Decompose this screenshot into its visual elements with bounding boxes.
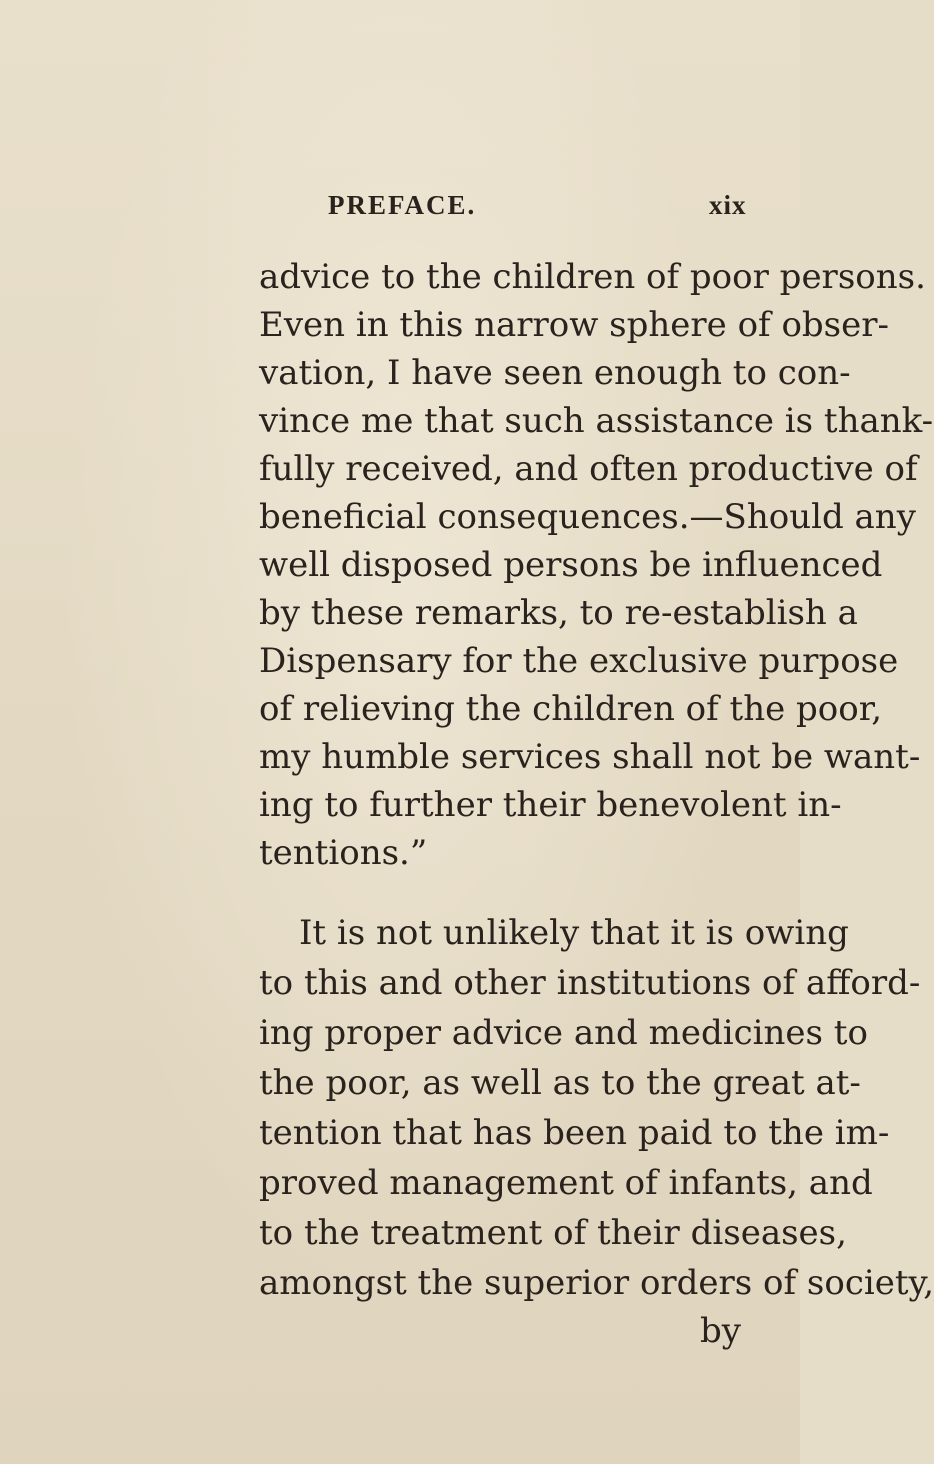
text-line: beneficial consequences.—Should any <box>259 497 916 537</box>
text-line: vince me that such assistance is thank- <box>259 401 934 441</box>
text-line: tention that has been paid to the im- <box>259 1113 890 1153</box>
text-line: ing to further their benevolent in- <box>259 785 842 825</box>
text-line: by these remarks, to re-establish a <box>259 593 858 633</box>
text-line: well disposed persons be influenced <box>259 545 883 585</box>
text-line: to this and other institutions of afford- <box>259 963 921 1003</box>
text-line: to the treatment of their diseases, <box>259 1213 847 1253</box>
text-line: proved management of infants, and <box>259 1163 873 1203</box>
text-line: Even in this narrow sphere of obser- <box>259 305 889 345</box>
text-line: advice to the children of poor persons. <box>259 257 926 297</box>
text-line: It is not unlikely that it is owing <box>299 913 849 953</box>
text-line: ing proper advice and medicines to <box>259 1013 868 1053</box>
page-number: xix <box>709 190 747 220</box>
text-line: the poor, as well as to the great at- <box>259 1063 861 1103</box>
text-line: amongst the superior orders of society, <box>259 1263 934 1303</box>
text-line: of relieving the children of the poor, <box>259 689 883 729</box>
running-title: PREFACE. <box>328 190 477 220</box>
text-line: Dispensary for the exclusive purpose <box>259 641 899 681</box>
page-header <box>0 190 800 230</box>
text-line: fully received, and often productive of <box>259 449 918 489</box>
text-line: vation, I have seen enough to con- <box>259 353 851 393</box>
text-line: my humble services shall not be want- <box>259 737 921 777</box>
catchword: by <box>700 1311 741 1351</box>
text-line: tentions.” <box>259 833 428 873</box>
